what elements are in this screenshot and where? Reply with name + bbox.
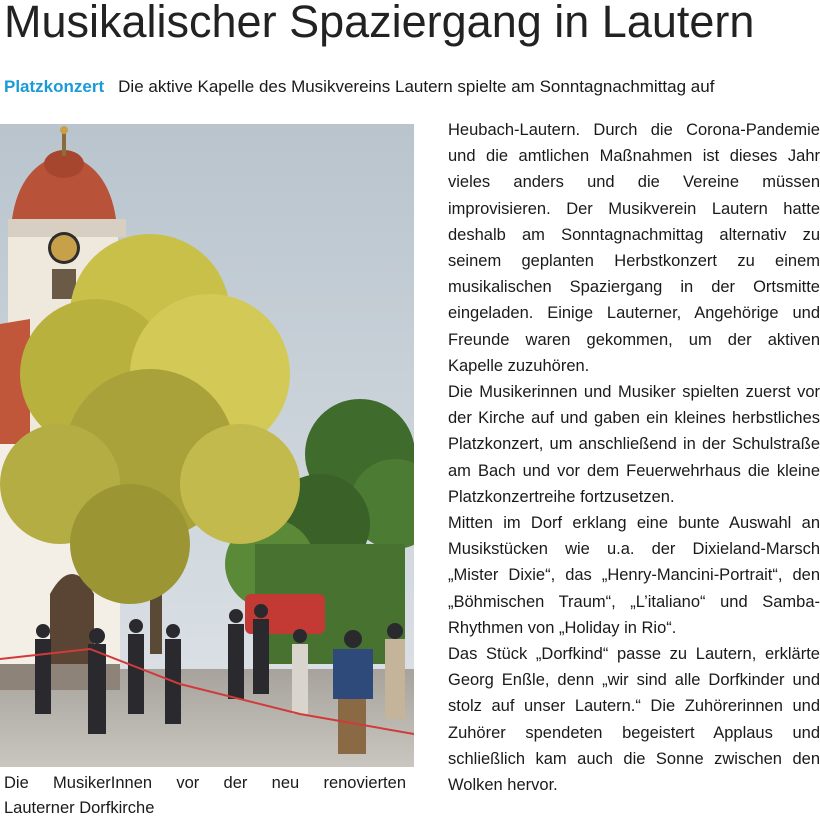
headline: Musikalischer Spaziergang in Lautern xyxy=(4,0,755,47)
kicker: Platzkonzert xyxy=(4,77,105,96)
lead-text: Die aktive Kapelle des Musikvereins Lautern spielte am Sonntagnachmittag auf xyxy=(118,77,715,96)
article-body xyxy=(448,117,820,798)
photo-illustration xyxy=(0,124,414,767)
caption-line-1: Die MusikerInnen vor der neu renovierten xyxy=(4,774,406,792)
body-paragraph: Mitten im Dorf erklang eine bunte Auswahl an Musikstücken wie u.a. der Dixieland-Marsch „Mister Dixie“, das „Henry-Mancini-Portrait“, den „Böhmischen Traum“, „L’italiano“ und Samba-Rhythmen von „Holiday in Rio“. xyxy=(448,514,820,637)
body-paragraph: Das Stück „Dorfkind“ passe zu Lautern, erklärte Georg Enßle, denn „wir sind alle Dorfkinder und stolz auf unser Lautern.“ Die Zuhörerinnen und Zuhörer spendeten begeistert Applaus und schließlich kam auch die Sonne zwischen den Wolken hervor. xyxy=(448,645,820,795)
caption-line-2: Lauterner Dorfkirche xyxy=(4,799,155,817)
article-photo xyxy=(0,124,414,767)
intro-line xyxy=(4,74,820,100)
photo-caption xyxy=(4,771,406,821)
body-paragraph: Die Musikerinnen und Musiker spielten zuerst vor der Kirche auf und gaben ein kleines herbstliches Platzkonzert, um anschließend in der Schulstraße am Bach und vor dem Feuerwehrhaus die kleine Platzkonzertreihe fortzusetzen. xyxy=(448,383,820,506)
body-paragraph: Heubach-Lautern. Durch die Corona-Pandemie und die amtlichen Maßnahmen ist dieses Jahr vieles anders und die Vereine müssen improvisieren. Der Musikverein Lautern hatte deshalb am Sonntagnachmittag alternativ zu seinem geplanten Herbstkonzert zu einem musikalischen Spaziergang in der Ortsmitte eingeladen. Einige Lauterner, Angehörige und Freunde waren gekommen, um der aktiven Kapelle zuzuhören. xyxy=(448,121,820,375)
